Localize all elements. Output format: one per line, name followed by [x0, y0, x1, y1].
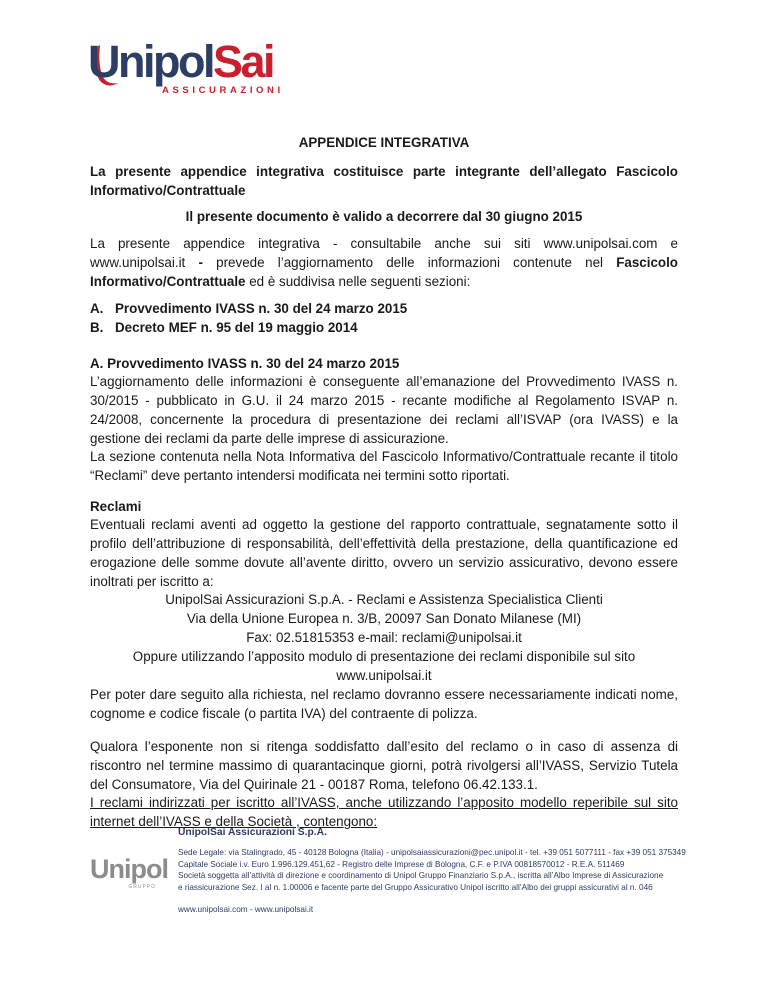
- reclami-heading: Reclami: [90, 499, 142, 514]
- section-a-paragraph: L’aggiornamento delle informazioni è conseguente all’emanazione del Provvedimento IVASS n. 30/2015 - pubblicato in G.U. il 24 marzo 2015 - recante modifiche al Regolamento ISVAP n. 24/2008, concernente la procedura di presentazione dei reclami all’ISVAP (ora IVASS) e la gestione dei reclami da parte delle imprese di assicurazione.: [90, 374, 678, 446]
- reclami-address: [90, 590, 678, 685]
- address-line: Oppure utilizzando l’apposito modulo di presentazione dei reclami disponibile sul sito: [132, 649, 636, 664]
- address-line: Via della Unione Europea n. 3/B, 20097 San Donato Milanese (MI): [186, 611, 582, 626]
- footer-line: e riassicurazione Sez. I al n. 1.00006 e facente parte del Gruppo Assicurativo Unipol iscritto all’Albo dei gruppi assicurativi al n. 046: [178, 882, 653, 892]
- footer-line: Sede Legale: via Stalingrado, 45 - 40128 Bologna (Italia) - unipolsaiassicurazioni@pec.unipol.it - tel. +39 051 5077111 - fax +39 051 375349: [178, 848, 686, 857]
- footer-line: Capitale Sociale i.v. Euro 1.996.129.451,62 - Registro delle Imprese di Bologna, C.F. e P.IVA 00818570012 - R.E.A. 511469: [178, 859, 625, 869]
- reclami-ivass-contents: I reclami indirizzati per iscritto all’IVASS, anche utilizzando l’apposito modello reperibile sul sito internet dell’IVASS e della Società , contengono:: [90, 795, 678, 829]
- footer-line: Società soggetta all’attività di direzione e coordinamento di Unipol Gruppo Finanziario S.p.A., iscritta all’Albo Imprese di Assicurazione: [178, 871, 664, 881]
- reclami-required-data: Per poter dare seguito alla richiesta, nel reclamo dovranno essere necessariamente indicati nome, cognome e codice fiscale (o partita IVA) del contraente di polizza.: [90, 687, 678, 721]
- list-item: A. Provvedimento IVASS n. 30 del 24 marzo 2015: [90, 301, 408, 316]
- document-title: APPENDICE INTEGRATIVA: [298, 135, 470, 150]
- sections-list: [90, 299, 678, 337]
- footer-websites: www.unipolsai.com - www.unipolsai.it: [178, 905, 314, 915]
- address-line: www.unipolsai.it: [336, 668, 432, 683]
- list-item: B. Decreto MEF n. 95 del 19 maggio 2014: [90, 320, 358, 335]
- reclami-ivass-paragraph: Qualora l’esponente non si ritenga soddisfatto dall’esito del reclamo o in caso di assenza di riscontro nel termine massimo di quarantacinque giorni, potrà rivolgersi all’IVASS, Servizio Tutela del Consumatore, Via del Quirinale 21 - 00187 Roma, telefono 06.42.133.1.: [90, 739, 678, 792]
- footer-company-name: UnipolSai Assicurazioni S.p.A.: [178, 827, 327, 838]
- section-a-heading: A. Provvedimento IVASS n. 30 del 24 marzo 2015: [90, 356, 400, 371]
- validity-statement: Il presente documento è valido a decorrere dal 30 giugno 2015: [185, 209, 583, 224]
- intro-bold: La presente appendice integrativa costituisce parte integrante dell’allegato Fascicolo Informativo/Contrattuale: [90, 164, 678, 198]
- intro-paragraph: La presente appendice integrativa - consultabile anche sui siti www.unipolsai.com e www.unipolsai.it - prevede l’aggiornamento delle informazioni contenute nel Fascicolo Informativo/Contrattuale ed è suddivisa nelle seguenti sezioni:: [90, 236, 678, 289]
- address-line: UnipolSai Assicurazioni S.p.A. - Reclami e Assistenza Specialistica Clienti: [165, 592, 603, 607]
- logo-tagline: ASSICURAZIONI: [162, 85, 284, 96]
- section-a-note: La sezione contenuta nella Nota Informativa del Fascicolo Informativo/Contrattuale recante il titolo “Reclami” deve pertanto intendersi modificata nei termini sotto riportati.: [90, 449, 678, 483]
- footer-company-info: [178, 826, 763, 916]
- reclami-paragraph: Eventuali reclami aventi ad oggetto la gestione del rapporto contrattuale, segnatamente sotto il profilo dell’attribuzione di responsabilità, dell’effettività della prestazione, della quantificazione ed erogazione delle somme dovute all’avente diritto, ovvero un servizio assicurativo, devono essere inoltrati per iscritto a:: [90, 517, 678, 589]
- unipol-gruppo-logo: Unipol GRUPPO: [90, 854, 168, 890]
- logo-wordmark: UnipolSai: [88, 36, 274, 87]
- address-line: Fax: 02.51815353 e-mail: reclami@unipolsai.it: [246, 630, 522, 645]
- unipolsai-logo: [88, 36, 284, 107]
